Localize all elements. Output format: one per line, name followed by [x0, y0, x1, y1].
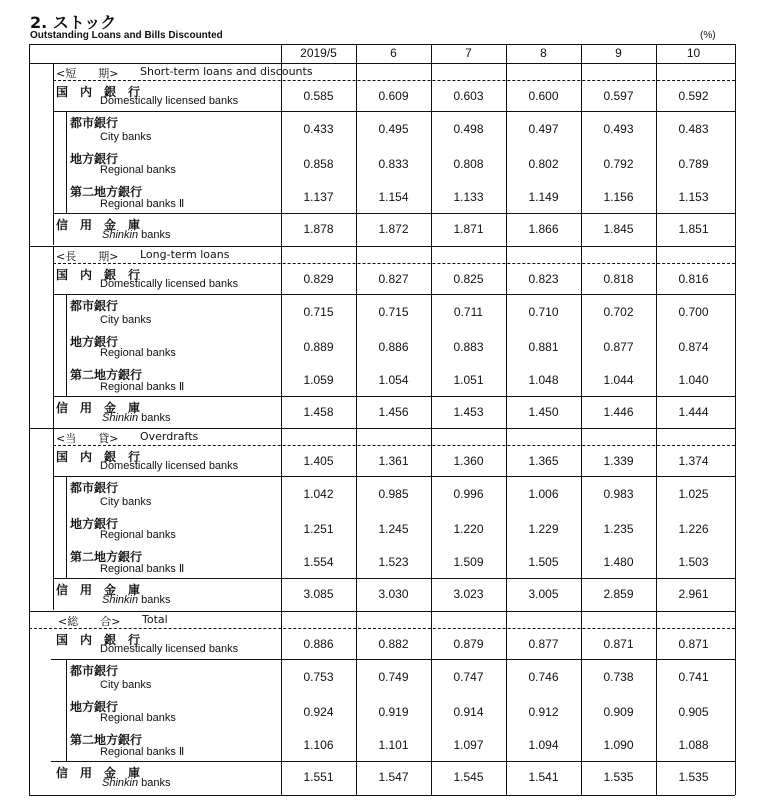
rate-value: 1.048: [528, 373, 559, 387]
bank-category-en-italic: Shinkin: [102, 777, 139, 789]
rate-value: 0.914: [453, 705, 484, 719]
rate-value: 0.889: [303, 340, 334, 354]
rate-value: 1.106: [303, 738, 334, 752]
rate-value: 1.851: [678, 222, 709, 236]
rate-value: 1.090: [603, 738, 634, 752]
bank-category-jp: 第二地方銀行: [70, 733, 143, 747]
table-left-border: [29, 44, 30, 795]
bank-category-en: Regional banks Ⅱ: [100, 198, 185, 210]
rate-value: 1.059: [303, 373, 334, 387]
bank-category-en: City banks: [100, 131, 152, 143]
rate-value: 1.446: [603, 405, 634, 419]
bank-category-jp: 第二地方銀行: [70, 368, 143, 382]
rate-value: 2.859: [603, 587, 634, 601]
rate-value: 0.996: [453, 487, 484, 501]
rate-value: 0.858: [303, 157, 334, 171]
rate-value: 1.523: [378, 555, 409, 569]
rate-value: 1.149: [528, 190, 559, 204]
rate-value: 3.085: [303, 587, 334, 601]
rate-value: 0.592: [678, 89, 709, 103]
rate-value: 1.453: [453, 405, 484, 419]
rate-value: 1.845: [603, 222, 634, 236]
rate-value: 0.816: [678, 272, 709, 286]
rate-value: 0.498: [453, 122, 484, 136]
rate-value: 0.871: [678, 637, 709, 651]
table-bottom-border: [29, 795, 735, 796]
rate-value: 0.882: [378, 637, 409, 651]
section-top-border: [29, 611, 735, 612]
section-top-border: [29, 246, 735, 247]
column-header: 7: [465, 46, 472, 60]
bank-category-jp: 信 用 金 庫: [56, 218, 141, 232]
rate-value: 1.872: [378, 222, 409, 236]
rate-value: 0.919: [378, 705, 409, 719]
rate-value: 3.005: [528, 587, 559, 601]
rate-value: 0.833: [378, 157, 409, 171]
rate-value: 0.715: [378, 305, 409, 319]
subgroup-bracket: [66, 147, 67, 180]
rate-value: 1.245: [378, 522, 409, 536]
bank-category-en: Regional banks: [100, 529, 176, 541]
column-header: 6: [390, 46, 397, 60]
rate-value: 0.823: [528, 272, 559, 286]
bank-category-en: City banks: [100, 679, 152, 691]
rate-value: 0.715: [303, 305, 334, 319]
rate-value: 0.493: [603, 122, 634, 136]
rate-value: 0.600: [528, 89, 559, 103]
rate-value: 1.133: [453, 190, 484, 204]
bank-category-jp: 都市銀行: [70, 664, 119, 678]
subgroup-bracket: [66, 695, 67, 728]
bank-category-jp: 地方銀行: [70, 700, 119, 714]
bank-category-en: City banks: [100, 496, 152, 508]
subgroup-bracket: [66, 545, 67, 578]
table-right-border: [735, 44, 736, 795]
rate-value: 1.374: [678, 454, 709, 468]
rate-value: 1.251: [303, 522, 334, 536]
bank-category-en: Domestically licensed banks: [100, 460, 239, 472]
unit-label: (%): [700, 30, 716, 41]
rate-value: 1.051: [453, 373, 484, 387]
rate-value: 0.883: [453, 340, 484, 354]
subgroup-bracket: [66, 476, 67, 512]
rate-value: 1.551: [303, 770, 334, 784]
bank-category-en: [102, 229, 171, 241]
rate-value: 0.700: [678, 305, 709, 319]
rate-value: 0.874: [678, 340, 709, 354]
rate-value: 1.226: [678, 522, 709, 536]
table-subtitle: Outstanding Loans and Bills Discounted: [30, 30, 223, 41]
bank-category-en: Regional banks Ⅱ: [100, 381, 185, 393]
section-label: <長 期>: [56, 250, 119, 263]
bank-category-en: Regional banks: [100, 712, 176, 724]
section-label-en: Overdrafts: [140, 430, 199, 443]
bank-category-en-rest: banks: [138, 229, 171, 241]
bank-category-jp: 信 用 金 庫: [56, 401, 141, 415]
rate-value: 1.871: [453, 222, 484, 236]
rate-value: 0.905: [678, 705, 709, 719]
rate-value: 1.554: [303, 555, 334, 569]
row-divider: [53, 476, 735, 477]
rate-value: 0.877: [528, 637, 559, 651]
subgroup-bracket: [66, 363, 67, 396]
row-divider: [53, 294, 735, 295]
table-top-border: [29, 44, 735, 45]
rate-value: 0.881: [528, 340, 559, 354]
section-label-en: Total: [142, 613, 168, 626]
rate-value: 0.886: [378, 340, 409, 354]
rate-value: 0.710: [528, 305, 559, 319]
rate-value: 0.433: [303, 122, 334, 136]
section-label: <当 貸>: [56, 432, 119, 445]
rate-value: 1.097: [453, 738, 484, 752]
rate-value: 1.535: [603, 770, 634, 784]
rate-value: 0.818: [603, 272, 634, 286]
row-divider: [53, 213, 735, 214]
bank-category-en: Domestically licensed banks: [100, 643, 239, 655]
rate-value: 0.585: [303, 89, 334, 103]
rate-value: 3.030: [378, 587, 409, 601]
section-label: <総 合>: [58, 615, 121, 628]
rate-value: 3.023: [453, 587, 484, 601]
rate-value: 1.456: [378, 405, 409, 419]
column-header: 10: [686, 46, 701, 60]
section-header-divider: [53, 80, 735, 81]
rate-value: 1.458: [303, 405, 334, 419]
rate-value: 0.808: [453, 157, 484, 171]
bank-category-jp: 都市銀行: [70, 299, 119, 313]
rate-value: 0.802: [528, 157, 559, 171]
bank-category-jp: 地方銀行: [70, 152, 119, 166]
section-header-divider: [53, 445, 735, 446]
section-bracket: [53, 63, 54, 245]
rate-value: 1.042: [303, 487, 334, 501]
rate-value: 1.156: [603, 190, 634, 204]
bank-category-en: [102, 777, 171, 789]
rate-value: 1.505: [528, 555, 559, 569]
bank-category-jp: 国 内 銀 行: [56, 450, 141, 464]
rate-value: 0.912: [528, 705, 559, 719]
subgroup-bracket: [66, 659, 67, 695]
rate-value: 1.361: [378, 454, 409, 468]
rate-value: 0.871: [603, 637, 634, 651]
section-bracket: [53, 246, 54, 428]
bank-category-en: Domestically licensed banks: [100, 95, 239, 107]
rate-value: 1.450: [528, 405, 559, 419]
rate-value: 0.886: [303, 637, 334, 651]
row-divider: [51, 761, 735, 762]
rate-value: 1.545: [453, 770, 484, 784]
bank-category-jp: 第二地方銀行: [70, 550, 143, 564]
rate-value: 0.877: [603, 340, 634, 354]
rate-value: 0.749: [378, 670, 409, 684]
bank-category-jp: 地方銀行: [70, 335, 119, 349]
rate-value: 0.829: [303, 272, 334, 286]
rate-value: 1.541: [528, 770, 559, 784]
rate-value: 1.360: [453, 454, 484, 468]
rate-value: 1.866: [528, 222, 559, 236]
bank-category-en: [102, 412, 171, 424]
rate-value: 0.483: [678, 122, 709, 136]
rate-value: 0.609: [378, 89, 409, 103]
bank-category-jp: 信 用 金 庫: [56, 583, 141, 597]
row-divider: [53, 578, 735, 579]
section-header-divider: [53, 263, 735, 264]
rate-value: 0.789: [678, 157, 709, 171]
rate-value: 0.792: [603, 157, 634, 171]
bank-category-jp: 国 内 銀 行: [56, 633, 141, 647]
row-divider: [53, 396, 735, 397]
subgroup-bracket: [66, 111, 67, 147]
bank-category-en: Regional banks: [100, 164, 176, 176]
bank-category-en-italic: Shinkin: [102, 594, 139, 606]
rate-value: 1.509: [453, 555, 484, 569]
bank-category-jp: 第二地方銀行: [70, 185, 143, 199]
bank-category-jp: 都市銀行: [70, 116, 119, 130]
rate-value: 0.879: [453, 637, 484, 651]
bank-category-jp: 都市銀行: [70, 481, 119, 495]
rate-value: 1.535: [678, 770, 709, 784]
bank-category-en: Regional banks Ⅱ: [100, 746, 185, 758]
bank-category-en-italic: Shinkin: [102, 412, 139, 424]
rate-value: 1.547: [378, 770, 409, 784]
bank-category-en: Domestically licensed banks: [100, 278, 239, 290]
subgroup-bracket: [66, 180, 67, 213]
rate-value: 1.088: [678, 738, 709, 752]
rate-value: 1.025: [678, 487, 709, 501]
bank-category-en: Regional banks: [100, 347, 176, 359]
bank-category-en-italic: Shinkin: [102, 229, 139, 241]
rate-value: 0.711: [453, 305, 484, 319]
rate-value: 1.137: [303, 190, 334, 204]
column-header: 8: [540, 46, 547, 60]
rate-value: 1.235: [603, 522, 634, 536]
rate-value: 2.961: [678, 587, 709, 601]
section-header-divider: [29, 628, 735, 629]
rate-value: 1.094: [528, 738, 559, 752]
bank-category-en: [102, 594, 171, 606]
section-label: <短 期>: [56, 67, 119, 80]
rate-value: 1.405: [303, 454, 334, 468]
column-header: 9: [615, 46, 622, 60]
subgroup-bracket: [66, 728, 67, 761]
rate-value: 1.444: [678, 405, 709, 419]
rate-value: 0.702: [603, 305, 634, 319]
rate-value: 1.054: [378, 373, 409, 387]
rate-value: 0.909: [603, 705, 634, 719]
rate-value: 1.878: [303, 222, 334, 236]
bank-category-jp: 国 内 銀 行: [56, 85, 141, 99]
rate-value: 0.985: [378, 487, 409, 501]
rate-value: 1.044: [603, 373, 634, 387]
rate-value: 0.827: [378, 272, 409, 286]
rate-value: 0.924: [303, 705, 334, 719]
subgroup-bracket: [66, 512, 67, 545]
section-top-border: [29, 428, 735, 429]
rate-value: 0.497: [528, 122, 559, 136]
bank-category-jp: 国 内 銀 行: [56, 268, 141, 282]
subgroup-bracket: [66, 294, 67, 330]
bank-category-en: Regional banks Ⅱ: [100, 563, 185, 575]
rate-value: 0.825: [453, 272, 484, 286]
page-title: 2. ストック: [30, 13, 117, 32]
row-divider: [51, 659, 735, 660]
section-label-en: Short-term loans and discounts: [140, 65, 313, 78]
rate-value: 1.503: [678, 555, 709, 569]
rate-value: 1.220: [453, 522, 484, 536]
section-label-en: Long-term loans: [140, 248, 230, 261]
rate-value: 0.746: [528, 670, 559, 684]
rate-value: 0.603: [453, 89, 484, 103]
rate-value: 0.741: [678, 670, 709, 684]
rate-value: 1.040: [678, 373, 709, 387]
bank-category-en-rest: banks: [138, 594, 171, 606]
rate-value: 1.154: [378, 190, 409, 204]
rate-value: 0.983: [603, 487, 634, 501]
rate-value: 0.747: [453, 670, 484, 684]
section-top-border: [29, 63, 735, 64]
rate-value: 0.495: [378, 122, 409, 136]
rate-value: 1.339: [603, 454, 634, 468]
bank-category-en: City banks: [100, 314, 152, 326]
rate-value: 1.365: [528, 454, 559, 468]
subgroup-bracket: [66, 330, 67, 363]
column-header: 2019/5: [300, 46, 337, 60]
rate-value: 1.101: [378, 738, 409, 752]
rate-value: 0.753: [303, 670, 334, 684]
rate-value: 1.153: [678, 190, 709, 204]
rate-value: 0.597: [603, 89, 634, 103]
section-bracket: [53, 428, 54, 610]
rate-value: 0.738: [603, 670, 634, 684]
row-divider: [53, 111, 735, 112]
rate-value: 1.229: [528, 522, 559, 536]
bank-category-jp: 地方銀行: [70, 517, 119, 531]
rate-value: 1.480: [603, 555, 634, 569]
bank-category-en-rest: banks: [138, 412, 171, 424]
bank-category-en-rest: banks: [138, 777, 171, 789]
bank-category-jp: 信 用 金 庫: [56, 766, 141, 780]
rate-value: 1.006: [528, 487, 559, 501]
